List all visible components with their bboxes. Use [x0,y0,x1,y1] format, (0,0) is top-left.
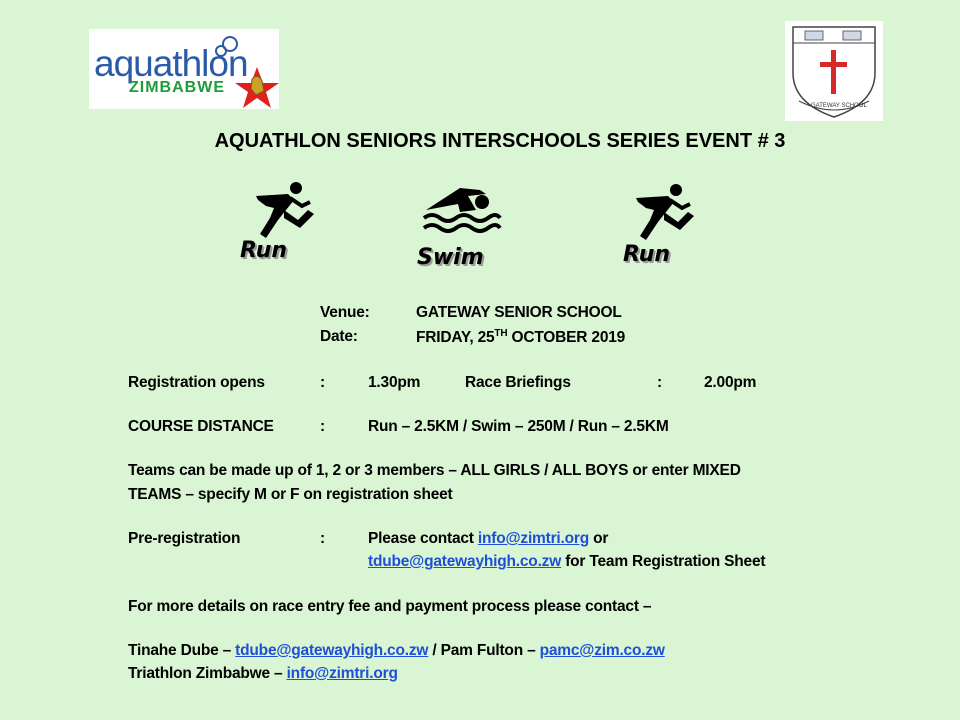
briefing-label: Race Briefings [465,374,571,391]
crest-motto: GATEWAY SCHOOL [811,103,867,109]
teams-line-2: TEAMS – specify M or F on registration sheet [128,486,453,503]
registration-colon: : [320,374,325,391]
contacts-line-2 [128,665,398,683]
teams-line-1: Teams can be made up of 1, 2 or 3 members – ALL GIRLS / ALL BOYS or enter MIXED [128,462,741,479]
date-suffix: OCTOBER 2019 [507,329,626,347]
date-label: Date: [320,328,358,345]
runner-icon-2 [624,182,704,242]
contacts-line-1 [128,642,665,660]
course-value: Run – 2.5KM / Swim – 250M / Run – 2.5KM [368,418,669,435]
swim-label: Swim [417,245,484,270]
gateway-school-crest [785,21,883,121]
prereg-line-2 [368,553,765,571]
registration-label: Registration opens [128,374,265,391]
prereg-label: Pre-registration [128,530,241,547]
contact-email-tdube-link[interactable]: tdube@gatewayhigh.co.zw [235,642,429,659]
prereg-line-1 [368,530,608,548]
aquathlon-logo-word: aquathlon [94,43,248,84]
prereg-text-2: for Team Registration Sheet [561,553,766,570]
date-value [416,328,625,347]
prereg-email-info-link[interactable]: info@zimtri.org [477,530,590,547]
contact-email-info-link[interactable]: info@zimtri.org [286,665,398,682]
aquathlon-zimbabwe-logo [89,29,279,109]
course-label: COURSE DISTANCE [128,418,274,435]
date-sup: TH [494,328,508,339]
prereg-text-1: Please contact [368,530,478,547]
date-prefix: FRIDAY, 25 [416,329,495,347]
prereg-email-tdube-link[interactable]: tdube@gatewayhigh.co.zw [368,553,562,570]
contact-sep: / Pam Fulton – [428,642,540,659]
prereg-colon: : [320,530,325,547]
details-text: For more details on race entry fee and payment process please contact – [128,598,652,615]
registration-time: 1.30pm [368,374,421,391]
swimmer-icon [420,182,502,240]
contact-name-2: Triathlon Zimbabwe – [128,665,287,682]
contact-name-1: Tinahe Dube – [128,642,236,659]
run-label-1: Run [240,238,288,263]
aquathlon-logo-sub: ZIMBABWE [129,79,225,96]
venue-value: GATEWAY SENIOR SCHOOL [416,304,622,321]
venue-label: Venue: [320,304,370,321]
contact-email-pamc-link[interactable]: pamc@zim.co.zw [539,642,665,659]
prereg-text-or: or [589,530,609,547]
briefing-time: 2.00pm [704,374,757,391]
course-colon: : [320,418,325,435]
run-label-2: Run [623,242,671,267]
runner-icon [244,180,324,240]
event-title: AQUATHLON SENIORS INTERSCHOOLS SERIES EVENT # 3 [214,130,786,152]
briefing-colon: : [657,374,662,391]
